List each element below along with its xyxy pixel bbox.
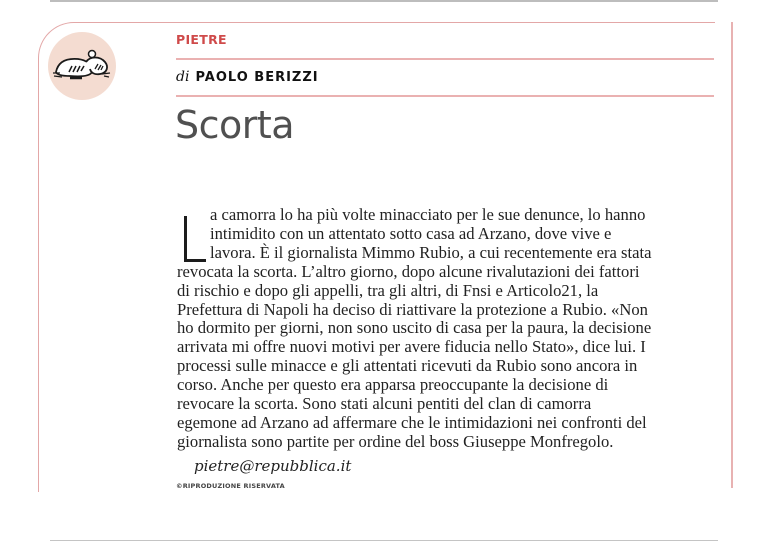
frame-mask <box>715 18 745 28</box>
article-body <box>177 206 723 452</box>
headline <box>175 103 294 147</box>
stones-icon <box>52 42 112 88</box>
top-divider <box>50 0 718 2</box>
column-kicker: PIETRE <box>176 32 227 47</box>
body-line: egemone ad Arzano ad affermare che le intimidazioni nei confronti del <box>177 412 647 432</box>
right-divider <box>731 22 733 488</box>
column-logo <box>48 32 116 100</box>
body-line: corso. Anche per questo era apparsa preoccupante la decisione di <box>177 375 609 395</box>
body-line: revocare la scorta. Sono stati alcuni pentiti del clan di camorra <box>177 394 592 414</box>
author-name: PAOLO BERIZZI <box>195 70 319 85</box>
byline-prefix: di <box>176 69 190 85</box>
body-line: Prefettura di Napoli ha deciso di riattivare la protezione a Rubio. «Non <box>177 299 648 319</box>
byline <box>176 69 319 85</box>
body-line: intimidito con un attentato sotto casa ad Arzano, dove vive e <box>210 223 612 243</box>
body-line: arrivata mi offre nuovi motivi per avere fiducia nello Stato», dice lui. I <box>177 337 646 357</box>
body-line: a camorra lo ha più volte minacciato per le sue denunce, lo hanno <box>210 205 646 224</box>
contact-email-link[interactable]: pietre@repubblica.it <box>194 457 352 475</box>
body-line: processi sulle minacce e gli attentati ricevuti da Rubio sono ancora in <box>177 356 638 376</box>
body-line: ho dormito per giorni, non sono uscito di casa per la paura, la decisione <box>177 318 652 338</box>
body-line: revocata la scorta. L’altro giorno, dopo alcune rivalutazioni dei fattori <box>177 261 640 281</box>
body-line: giornalista sono partite per ordine del boss Giuseppe Monfregolo. <box>177 431 614 451</box>
copyright-notice: ©RIPRODUZIONE RISERVATA <box>176 482 285 490</box>
kicker-divider <box>176 58 714 60</box>
byline-divider <box>176 95 714 97</box>
bottom-divider <box>50 540 718 541</box>
body-line: lavora. È il giornalista Mimmo Rubio, a cui recentemente era stata <box>210 242 652 262</box>
body-line: di rischio e dopo gli appelli, tra gli altri, di Fnsi e Articolo21, la <box>177 280 599 300</box>
headline-text: Scorta <box>175 103 295 147</box>
